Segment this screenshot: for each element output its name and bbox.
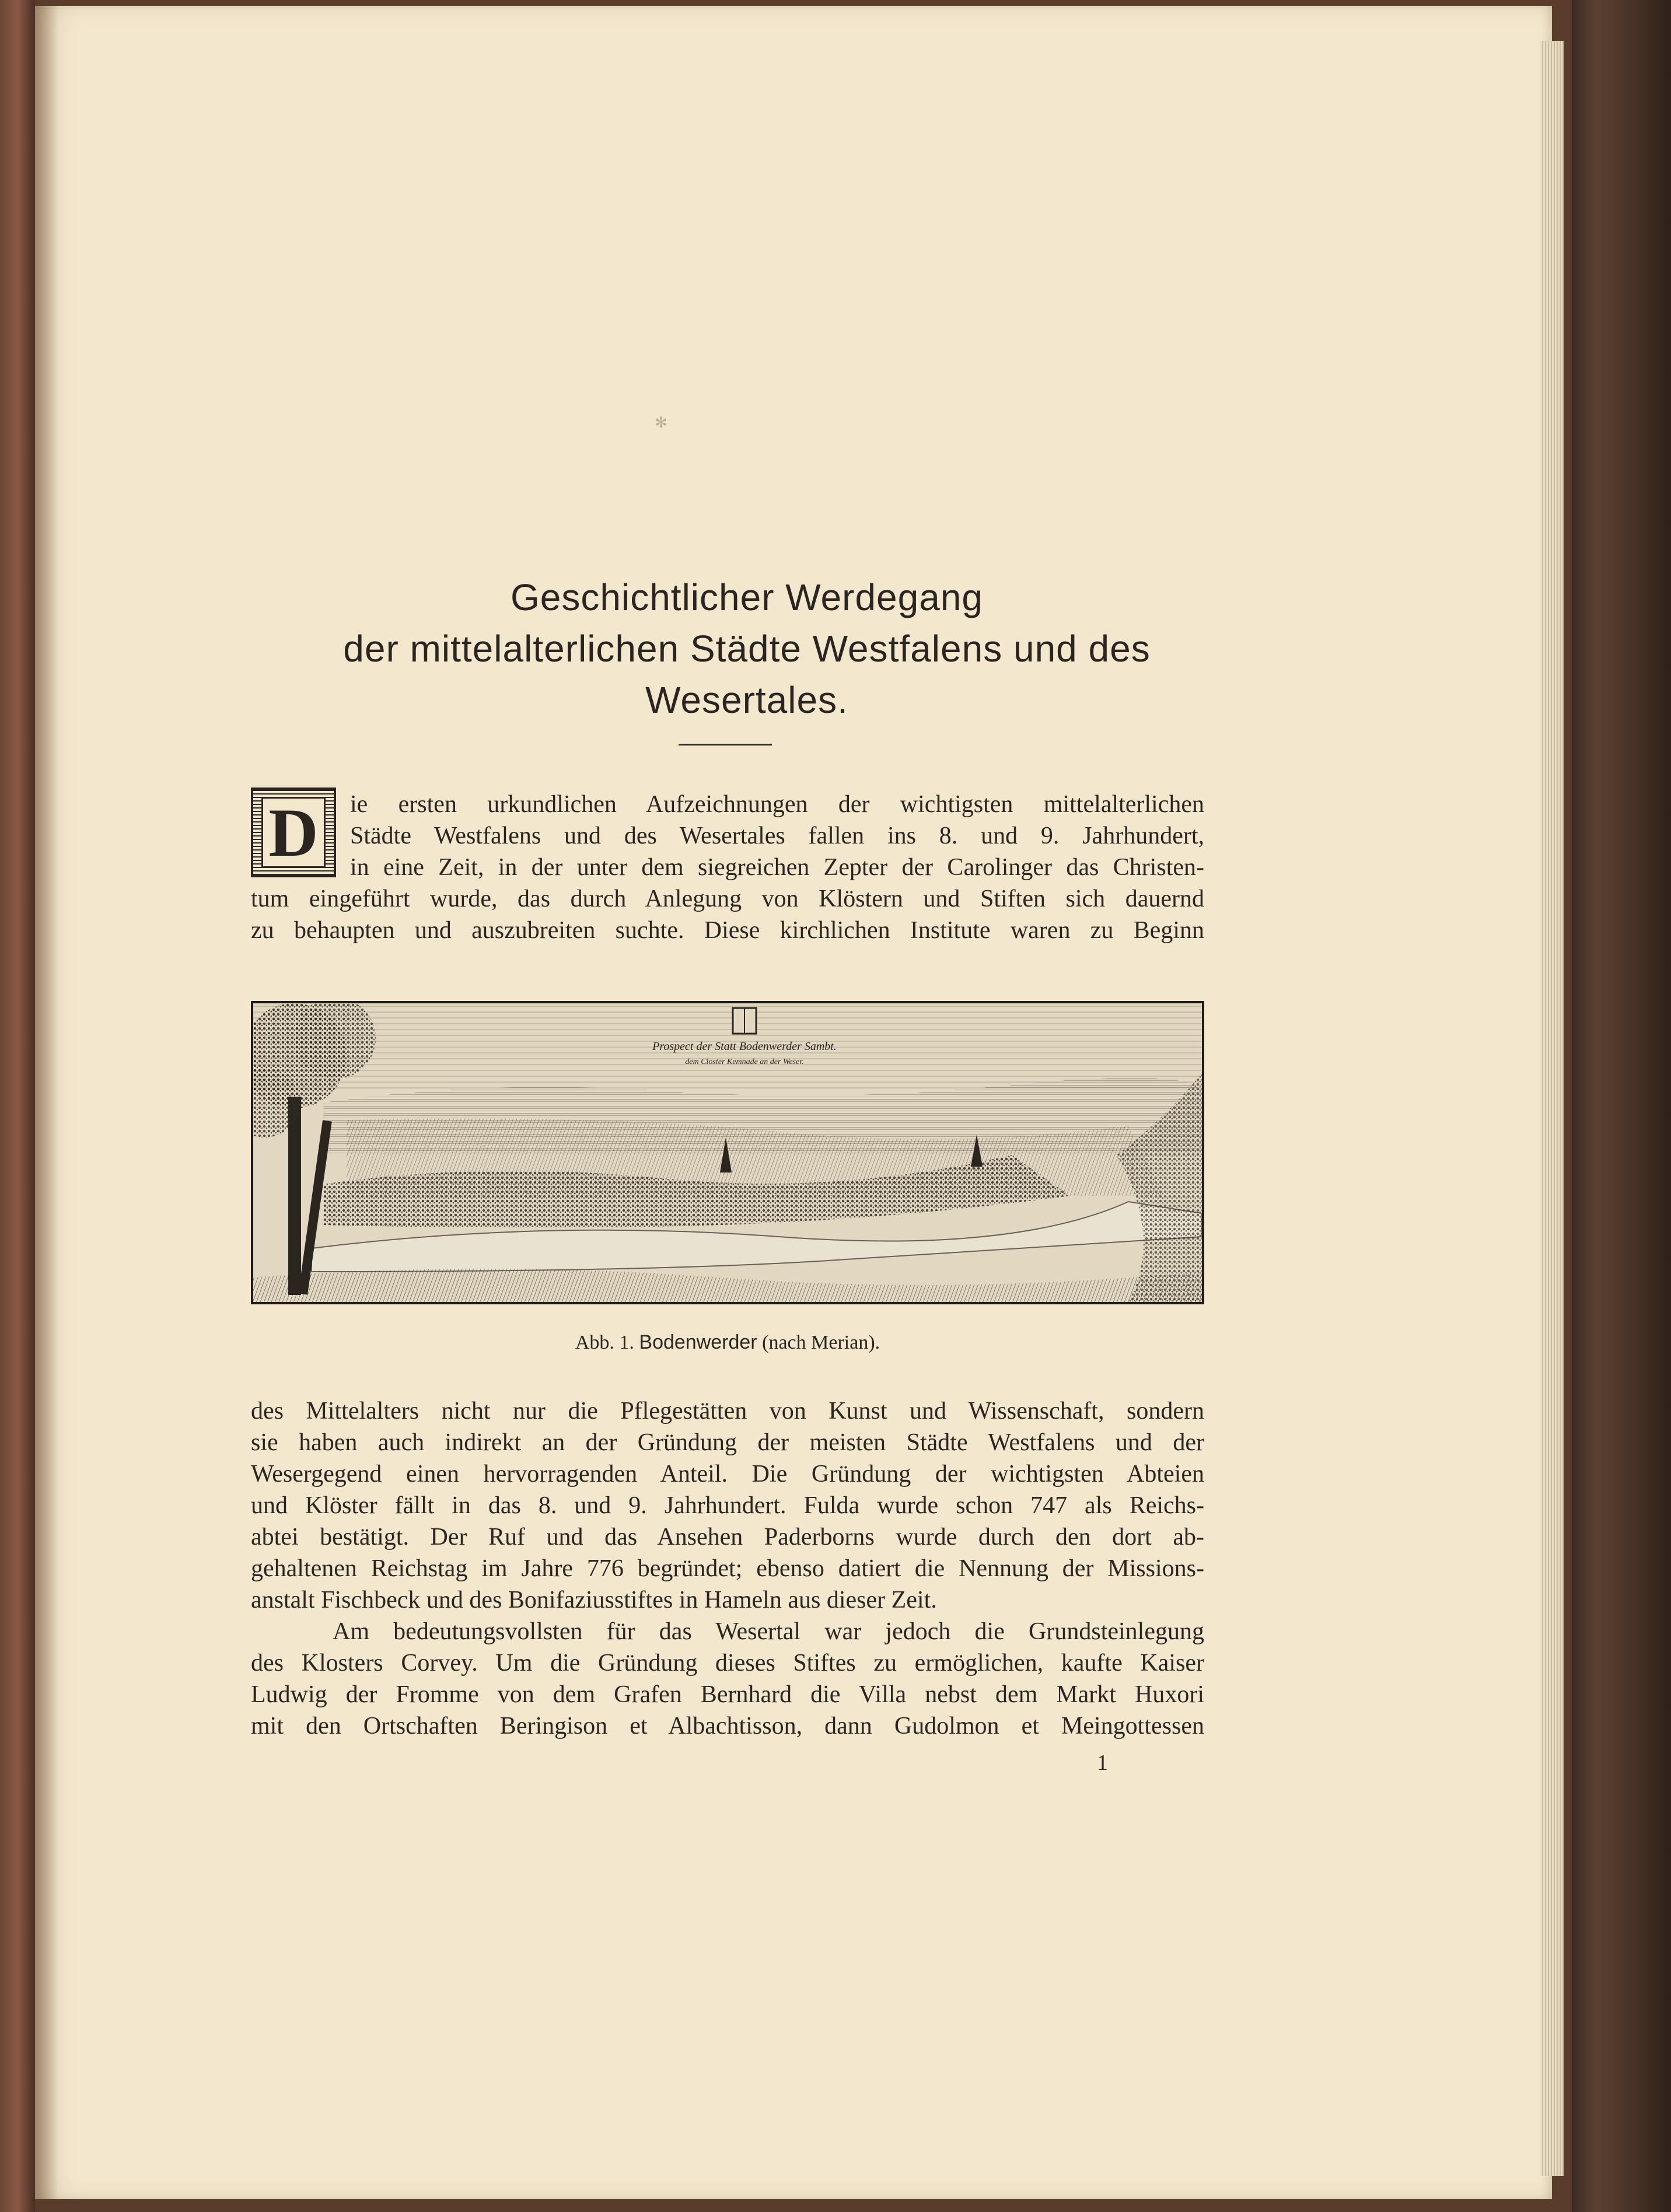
- paragraph-1-bottom: [251, 883, 1204, 946]
- engraving-bodenwerder: [251, 1001, 1204, 1304]
- text-line: Am bedeutungsvollsten für das Wesertal war jedoch die Grundsteinlegung: [333, 1618, 1204, 1645]
- text-line: Städte Westfalens und des Wesertales fallen ins 8. und 9. Jahrhundert,: [350, 822, 1204, 849]
- figure-caption: [251, 1331, 1204, 1354]
- text-line: des Mittelalters nicht nur die Pflegestätten von Kunst und Wissenschaft, sondern: [251, 1398, 1204, 1424]
- text-line: und Klöster fällt in das 8. und 9. Jahrhundert. Fulda wurde schon 747 als Reichs-: [251, 1492, 1204, 1519]
- text-line: mit den Ortschaften Beringison et Albachtisson, dann Gudolmon et Meingottessen: [251, 1713, 1204, 1740]
- text-line: des Klosters Corvey. Um die Gründung dieses Stiftes zu ermöglichen, kaufte Kaiser: [251, 1650, 1204, 1676]
- chapter-title-line-1: Geschichtlicher Werdegang: [511, 576, 983, 618]
- book-cover-left: [0, 0, 35, 2212]
- text-line: anstalt Fischbeck und des Bonifaziusstiftes in Hameln aus dieser Zeit.: [251, 1587, 937, 1614]
- paragraph-1-top: [350, 789, 1204, 883]
- page-edges: [1540, 41, 1564, 2176]
- caption-name: Bodenwerder: [639, 1331, 757, 1353]
- text-line: ie ersten urkundlichen Aufzeichnungen der wichtigsten mittelalterlichen: [350, 791, 1204, 818]
- decorative-initial: [251, 788, 336, 877]
- page-gutter-shadow: [35, 6, 58, 2199]
- text-line: tum eingeführt wurde, das durch Anlegung von Klöstern und Stiften sich dauernd: [251, 886, 1204, 912]
- paragraph-2: [251, 1395, 1204, 1616]
- text-line: abtei bestätigt. Der Ruf und das Ansehen Paderborns wurde durch den dort ab-: [251, 1524, 1204, 1550]
- small-ornament-icon: ✻: [655, 414, 667, 431]
- text-line: sie haben auch indirekt an der Gründung der meisten Städte Westfalens und der: [251, 1429, 1204, 1456]
- caption-prefix: Abb. 1.: [575, 1332, 634, 1353]
- text-line: in eine Zeit, in der unter dem siegreichen Zepter der Carolinger das Christen-: [350, 854, 1204, 881]
- title-divider: [679, 744, 772, 746]
- text-line: gehaltenen Reichstag im Jahre 776 begründet; ebenso datiert die Nennung der Missions-: [251, 1555, 1204, 1582]
- caption-suffix: (nach Merian).: [762, 1332, 880, 1353]
- text-line: Ludwig der Fromme von dem Grafen Bernhard die Villa nebst dem Markt Huxori: [251, 1681, 1204, 1708]
- engraving-title-line-1: Prospect der Statt Bodenwerder Sambt.: [652, 1040, 837, 1053]
- chapter-title-line-3: Wesertales.: [645, 679, 848, 721]
- text-line: Wesergegend einen hervorragenden Anteil. Die Gründung der wichtigsten Abteien: [251, 1461, 1204, 1488]
- text-line: zu behaupten und auszubreiten suchte. Diese kirchlichen Institute waren zu Beginn: [251, 917, 1204, 944]
- chapter-title: [251, 572, 1243, 726]
- chapter-title-line-2: der mittelalterlichen Städte Westfalens und des: [343, 628, 1151, 670]
- decorative-initial-letter: D: [261, 797, 326, 868]
- book-cover-right: [1572, 0, 1671, 2212]
- page-number: 1: [1097, 1751, 1108, 1775]
- paragraph-3: [251, 1616, 1204, 1742]
- engraving-title-line-2: dem Closter Kemnade an der Weser.: [685, 1058, 804, 1066]
